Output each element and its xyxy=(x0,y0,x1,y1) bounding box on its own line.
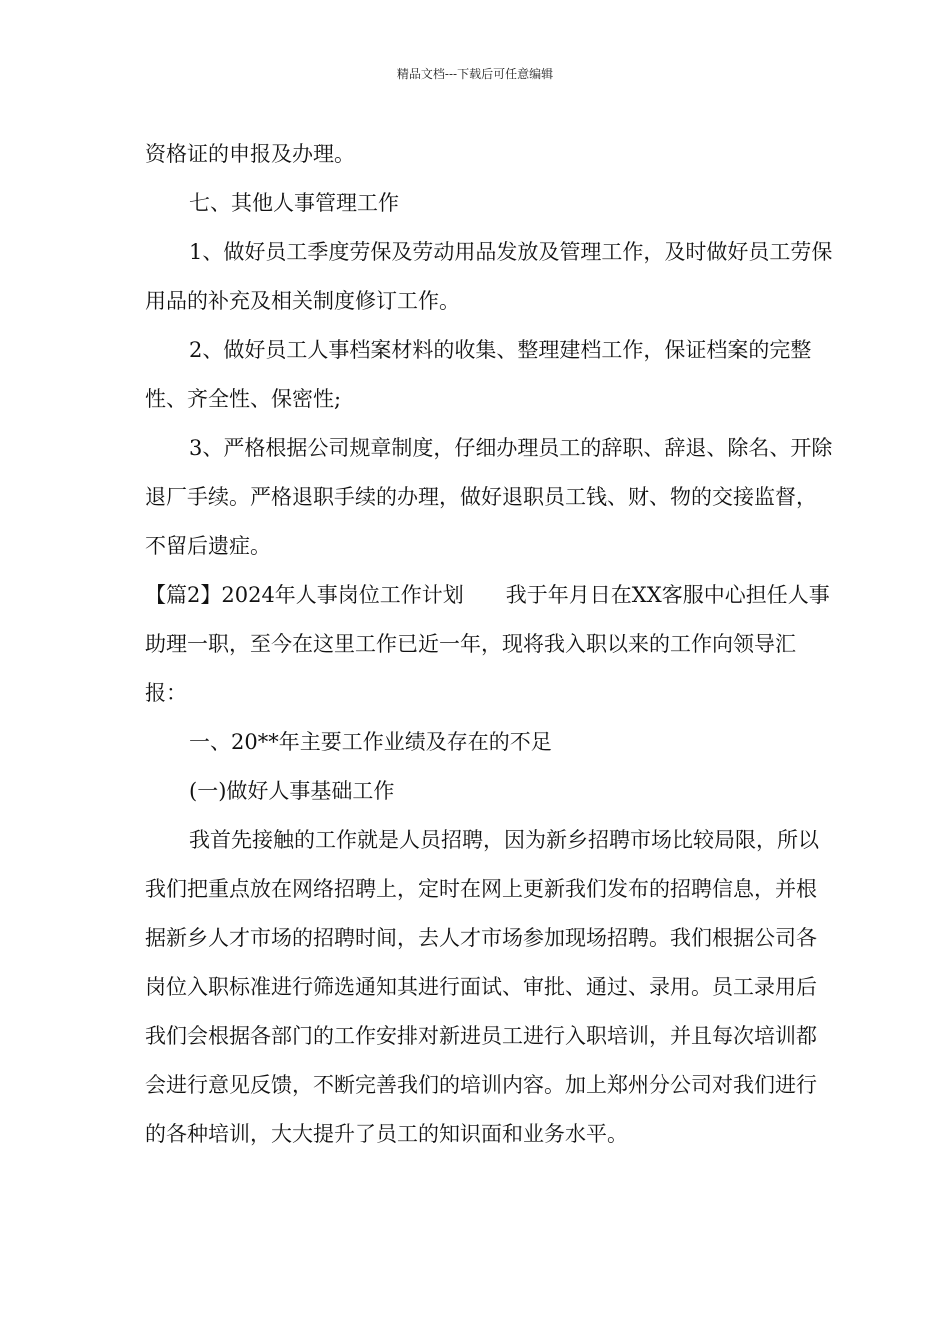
heading-hr-basics: (一)做好人事基础工作 xyxy=(189,779,395,803)
page-header: 精品文档---下载后可任意编辑 xyxy=(396,67,554,81)
paragraph-item-2: 2、做好员工人事档案材料的收集、整理建档工作，保证档案的完整性、齐全性、保密性; xyxy=(145,338,812,411)
paragraph-qualification: 资格证的申报及办理。 xyxy=(145,142,355,166)
paragraph-item-1: 1、做好员工季度劳保及劳动用品发放及管理工作，及时做好员工劳保用品的补充及相关制度修订工作。 xyxy=(145,240,833,313)
heading-other-hr-work: 七、其他人事管理工作 xyxy=(189,191,399,215)
paragraph-item-3: 3、严格根据公司规章制度，仔细办理员工的辞职、辞退、除名、开除退厂手续。严格退职手续的办理，做好退职员工钱、财、物的交接监督，不留后遗症。 xyxy=(145,436,833,558)
heading-achievements: 一、20**年主要工作业绩及存在的不足 xyxy=(189,730,552,754)
paragraph-section-2-intro: 【篇2】2024年人事岗位工作计划 我于年月日在XX客服中心担任人事助理一职，至今在这里工作已近一年，现将我入职以来的工作向领导汇报： xyxy=(145,583,830,705)
document-body xyxy=(145,130,835,1159)
paragraph-recruitment: 我首先接触的工作就是人员招聘，因为新乡招聘市场比较局限，所以我们把重点放在网络招聘上，定时在网上更新我们发布的招聘信息，并根据新乡人才市场的招聘时间，去人才市场参加现场招聘。我们根据公司各岗位入职标准进行筛选通知其进行面试、审批、通过、录用。员工录用后我们会根据各部门的工作安排对新进员工进行入职培训，并且每次培训都会进行意见反馈，不断完善我们的培训内容。加上郑州分公司对我们进行的各种培训，大大提升了员工的知识面和业务水平。 xyxy=(145,828,819,1146)
